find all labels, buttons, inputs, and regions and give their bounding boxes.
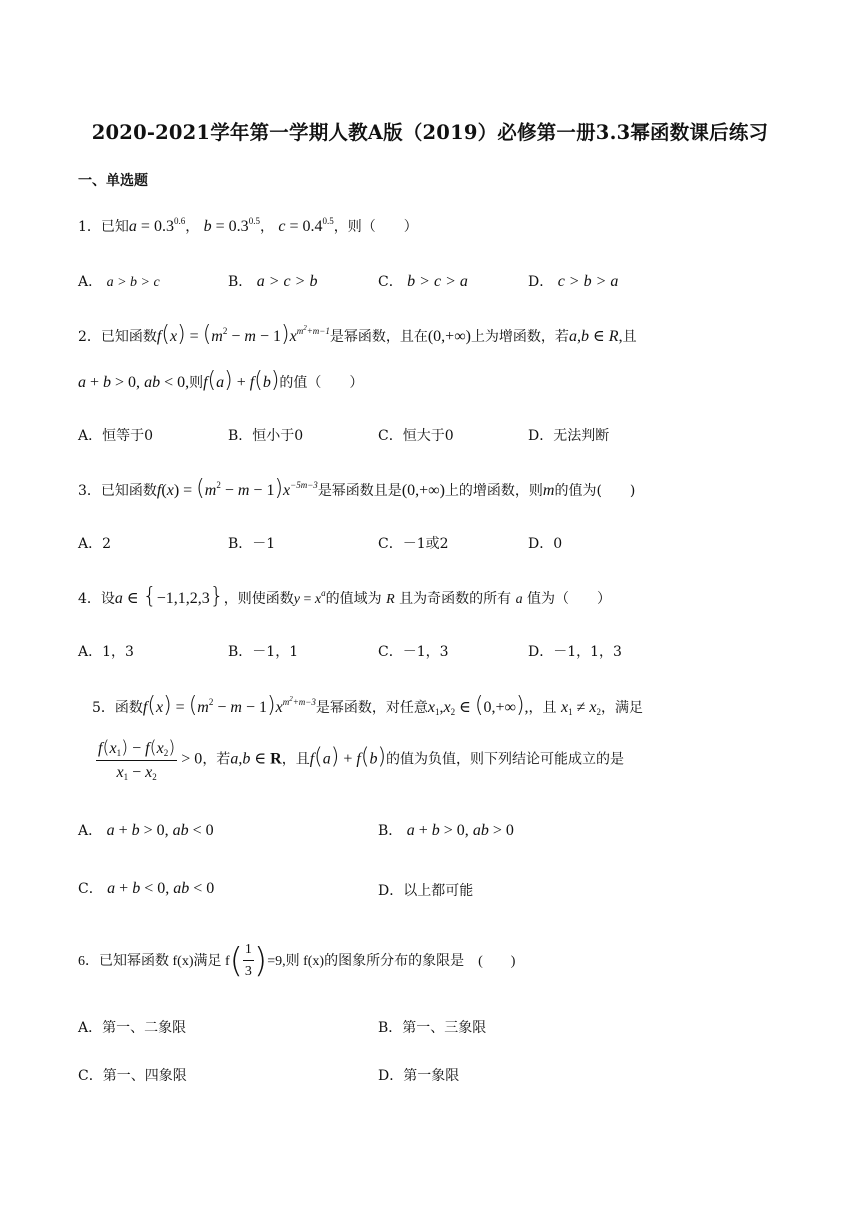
- fraction: $\frac{f(x_1) - f(x_2)}{x_1 - x_2}$: [98, 737, 176, 782]
- separator: ，: [185, 219, 200, 235]
- question-2-text: 且: [622, 329, 637, 345]
- fraction-one-third: $\frac{1}{3}$: [244, 942, 252, 979]
- question-5-text: ，且: [281, 751, 310, 768]
- q5-option-d[interactable]: D．以上都可能: [378, 883, 474, 899]
- question-4-text: 的值域为: [325, 591, 382, 607]
- q5-option-b[interactable]: B． a + b > 0, ab > 0: [378, 822, 514, 839]
- q1-option-c[interactable]: C． b > c > a: [378, 273, 468, 290]
- question-1: 1．已知$a = 0.3^{0.6}$， $b = 0.3^{0.5}$， $c = 0.4^{0.5}$，则（ ）: [78, 216, 418, 235]
- q3-option-c[interactable]: C．－1或2: [378, 536, 449, 552]
- q6-option-d[interactable]: D．第一象限: [378, 1068, 460, 1084]
- q1-option-a[interactable]: A． a > b > c: [78, 274, 160, 290]
- question-5-text: ，若: [202, 751, 231, 768]
- question-6-text: =9,则 f(x)的图象所分布的象限是 ( ): [267, 954, 516, 969]
- question-2-line-2: a + b > 0, ab < 0,则f(a) + f(b)的值（ ）: [78, 368, 364, 393]
- question-5-prefix: 5．函数: [92, 700, 143, 716]
- section-heading: 一、单选题: [78, 173, 148, 189]
- question-2-text: 是幂函数，且在: [329, 329, 428, 345]
- option-label: A．: [78, 823, 103, 839]
- question-5-line-2: $\frac{f(x_1) - f(x_2)}{x_1 - x_2}$ > 0，若a,b ∈ R，且f(a) + f(b)的值为负值，则下列结论可能成立的是: [98, 737, 625, 782]
- q6-option-a[interactable]: A．第一、二象限: [78, 1020, 187, 1036]
- q5-option-c[interactable]: C． a + b < 0, ab < 0: [78, 880, 215, 897]
- question-4-text: 值为（ ）: [527, 591, 612, 607]
- question-2-prefix: 2．已知函数: [78, 329, 157, 345]
- question-3-prefix: 3．已知函数: [78, 483, 157, 499]
- q4-option-a[interactable]: A．1，3: [78, 644, 134, 660]
- option-label: B．: [378, 823, 403, 839]
- q5-option-a[interactable]: A． a + b > 0, ab < 0: [78, 822, 214, 839]
- page-title: 2020-2021学年第一学期人教A版（2019）必修第一册3.3幂函数课后练习: [91, 121, 769, 144]
- q4-option-d[interactable]: D．－1，1，3: [528, 644, 622, 660]
- question-5-text: ，且: [528, 700, 557, 716]
- q2-option-b[interactable]: B．恒小于0: [228, 428, 304, 444]
- option-label: D．: [528, 274, 554, 290]
- q6-option-c[interactable]: C．第一、四象限: [78, 1068, 187, 1084]
- question-2: 2．已知函数$f(x) = (m^2 - m - 1)x^{m^2+m-1}$是幂函数，且在(0,+∞)上为增函数，若a,b ∈ R,且: [78, 322, 637, 347]
- option-label: B．: [228, 274, 253, 290]
- q4-option-b[interactable]: B．－1，1: [228, 644, 299, 660]
- question-5-text: ，满足: [600, 700, 643, 716]
- question-5-text: 是幂函数，对任意: [315, 700, 428, 716]
- question-2-text: 的值（ ）: [279, 375, 364, 391]
- question-1-suffix: ，则（ ）: [333, 219, 418, 235]
- question-3: 3．已知函数$f(x) = (m^2 - m - 1)x^{-5m-3}$是幂函数且是(0,+∞)上的增函数，则m的值为( ): [78, 476, 636, 501]
- question-4-text: ，则使函数: [223, 591, 294, 607]
- question-2-text: 则: [189, 375, 204, 391]
- option-label: C．: [78, 881, 103, 897]
- option-label: A．: [78, 274, 103, 290]
- q1-option-d[interactable]: D． c > b > a: [528, 273, 619, 290]
- q3-option-a[interactable]: A．2: [78, 536, 112, 552]
- q3-option-b[interactable]: B．－1: [228, 536, 276, 552]
- question-4: 4．设a ∈ {−1,1,2,3}，则使函数$y = x^a$的值域为 R 且为奇函数的所有 a 值为（ ）: [78, 584, 612, 609]
- question-6-prefix: 6．已知幂函数 f(x)满足 f: [78, 954, 230, 969]
- question-2-text: 上为增函数，若: [470, 329, 569, 345]
- separator: ，: [259, 219, 274, 235]
- option-label: C．: [378, 274, 403, 290]
- q2-option-d[interactable]: D．无法判断: [528, 428, 610, 444]
- question-1-prefix: 1．已知: [78, 219, 129, 235]
- question-4-prefix: 4．设: [78, 591, 115, 607]
- question-3-text: 是幂函数且是: [317, 483, 402, 499]
- question-3-text: 上的增函数，则: [444, 483, 543, 499]
- question-5: 5．函数$f(x) = (m^2 - m - 1)x^{m^2+m-3}$是幂函数，对任意$x_1,x_2$ ∈ (0,+∞),，且 $x_1 \ne x_2$，满足: [92, 693, 643, 718]
- q2-option-c[interactable]: C．恒大于0: [378, 428, 454, 444]
- question-5-text: 的值为负值，则下列结论可能成立的是: [386, 751, 625, 768]
- question-3-text: 的值为( ): [554, 483, 636, 499]
- q4-option-c[interactable]: C．－1，3: [378, 644, 449, 660]
- q1-option-b[interactable]: B． a > c > b: [228, 273, 318, 290]
- q6-option-b[interactable]: B．第一、三象限: [378, 1020, 487, 1036]
- question-6: 6．已知幂函数 f(x)满足 f( $\frac{1}{3}$ )=9,则 f(x)的图象所分布的象限是 ( ): [78, 941, 516, 981]
- q3-option-d[interactable]: D．0: [528, 536, 563, 552]
- question-4-text: 且为奇函数的所有: [399, 591, 512, 607]
- q2-option-a[interactable]: A．恒等于0: [78, 428, 154, 444]
